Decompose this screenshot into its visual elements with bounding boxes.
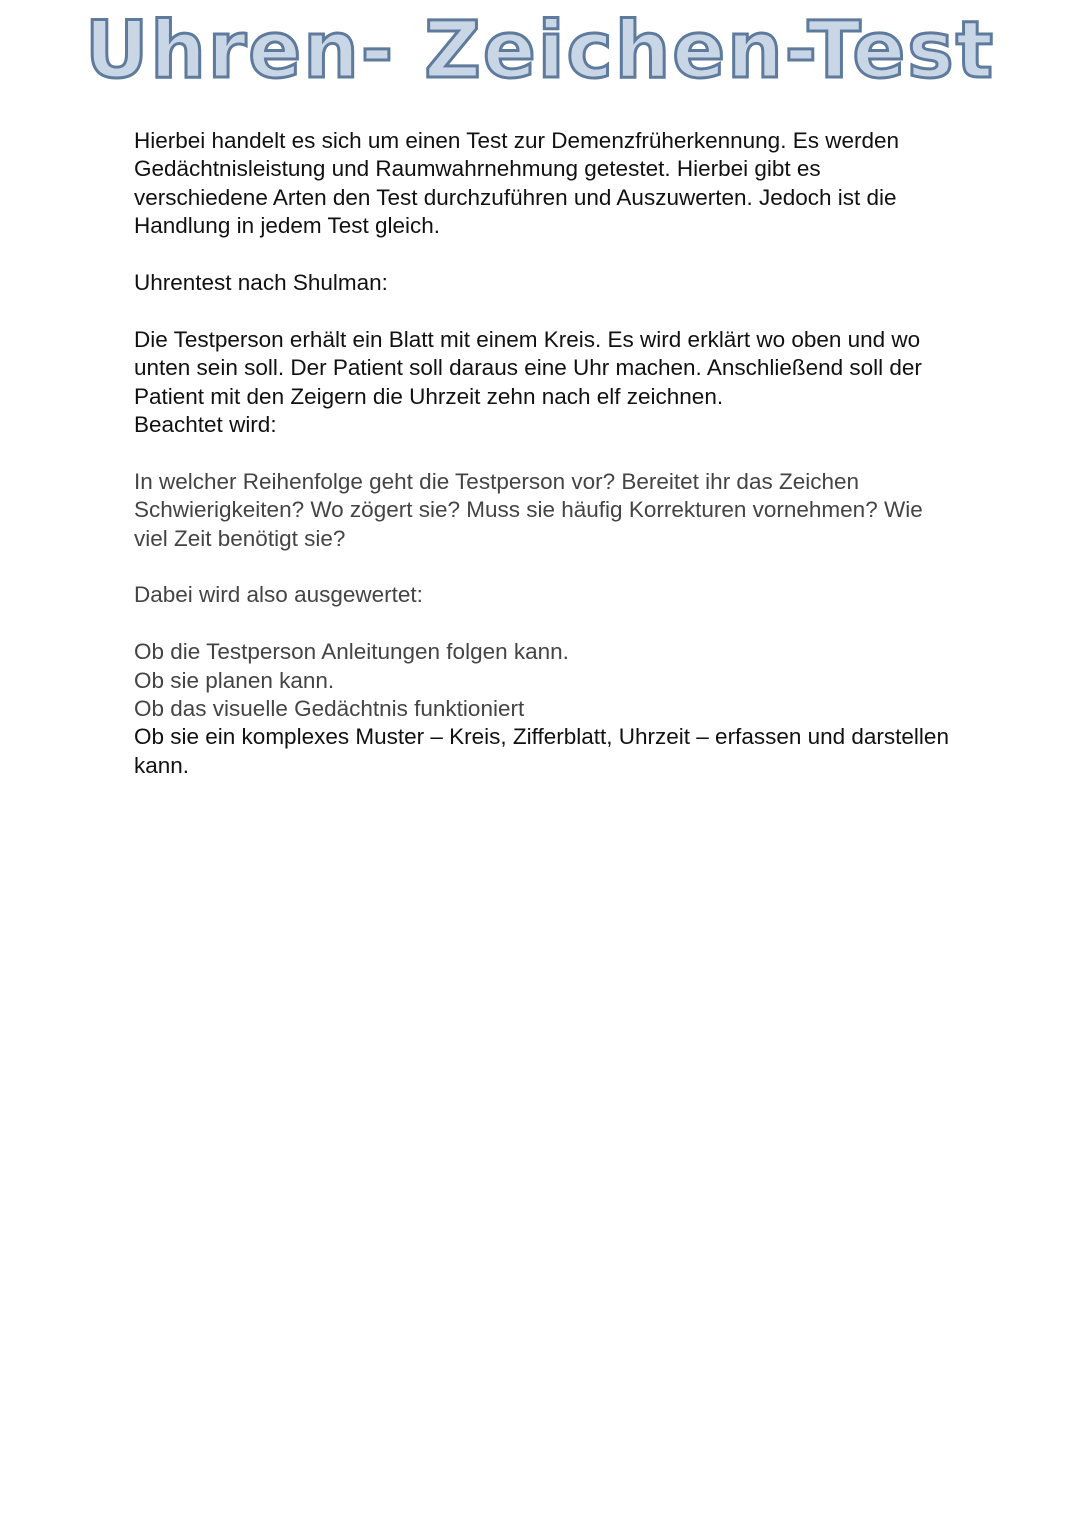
spacer <box>134 297 954 325</box>
observed-label: Beachtet wird: <box>134 412 277 438</box>
spacer <box>134 610 954 638</box>
section-heading: Uhrentest nach Shulman: <box>134 270 388 296</box>
intro-paragraph: Hierbei handelt es sich um einen Test zur Demenzfrüherkennung. Es werden Gedächtnisleistung und Raumwahrnehmung getestet. Hierbei gibt es verschiedene Arten den Test durchzuführen und Auszuwerten. Jedoch ist die Handlung in jedem Test gleich. <box>134 128 899 239</box>
spacer <box>134 241 954 269</box>
questions-paragraph: In welcher Reihenfolge geht die Testperson vor? Bereitet ihr das Zeichen Schwierigkeiten? Wo zögert sie? Muss sie häufig Korrekturen vornehmen? Wie viel Zeit benötigt sie? <box>134 468 923 551</box>
page-title: Uhren- Zeichen-Test <box>84 6 996 96</box>
criteria-item: Ob das visuelle Gedächtnis funktioniert <box>134 696 525 722</box>
document-body <box>134 127 954 780</box>
procedure-paragraph: Die Testperson erhält ein Blatt mit einem Kreis. Es wird erklärt wo oben und wo unten sein soll. Der Patient soll daraus eine Uhr machen. Anschließend soll der Patient mit den Zeigern die Uhrzeit zehn nach elf zeichnen. <box>134 326 922 409</box>
criteria-item: Ob die Testperson Anleitungen folgen kann. <box>134 639 569 665</box>
criteria-item: Ob sie ein komplexes Muster – Kreis, Zifferblatt, Uhrzeit – erfassen und darstellen kann. <box>134 724 949 778</box>
spacer <box>134 439 954 467</box>
criteria-item: Ob sie planen kann. <box>134 667 335 693</box>
spacer <box>134 553 954 581</box>
evaluation-label: Dabei wird also ausgewertet: <box>134 582 423 608</box>
